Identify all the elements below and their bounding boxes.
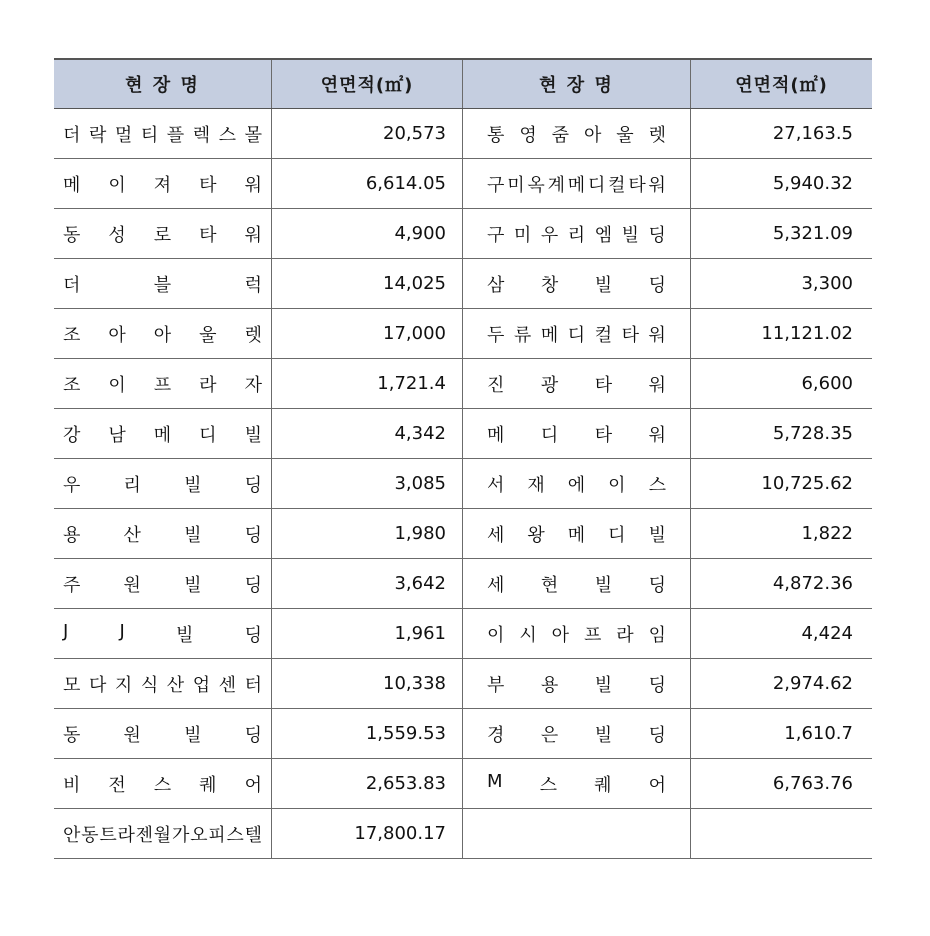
- site-name-char: 타: [594, 374, 613, 396]
- site-name-char: 월: [153, 824, 172, 846]
- site-name-char: 아: [551, 624, 570, 646]
- site-name-char: 스: [539, 774, 558, 796]
- site-name-cell: [463, 659, 691, 708]
- floor-area: 10,338: [383, 673, 446, 694]
- site-name-char: 업: [192, 674, 211, 696]
- table-row: [54, 759, 872, 809]
- site-name-char: 주: [63, 574, 81, 596]
- site-name-char: 오: [190, 824, 208, 846]
- floor-area-cell: [691, 459, 872, 508]
- site-name-char: 스: [218, 124, 237, 146]
- site-name-char: 세: [487, 574, 505, 596]
- site-name: [63, 571, 262, 597]
- site-name-char: 빌: [594, 724, 613, 746]
- table-row: [54, 809, 872, 859]
- site-name-char: 몰: [244, 124, 262, 146]
- site-name-char: M: [487, 770, 503, 792]
- site-name-cell: [54, 659, 272, 708]
- site-name-cell: [463, 459, 691, 508]
- site-name: [63, 671, 262, 697]
- floor-area: 27,163.5: [772, 123, 853, 144]
- site-name: [487, 521, 666, 547]
- site-name-char: 조: [63, 324, 81, 346]
- site-name-char: 창: [540, 274, 559, 296]
- floor-area: 2,974.62: [772, 673, 853, 694]
- floor-area: 11,121.02: [761, 323, 853, 344]
- floor-area-cell: [691, 509, 872, 558]
- site-name: [487, 571, 666, 597]
- site-name-cell: [54, 609, 272, 658]
- floor-area: 2,653.83: [365, 773, 446, 794]
- floor-area: 1,721.4: [377, 373, 446, 394]
- site-name-char: 딩: [648, 674, 666, 696]
- floor-area: 4,900: [394, 223, 446, 244]
- site-name-char: 시: [519, 624, 537, 646]
- floor-area-cell: [272, 559, 463, 608]
- floor-area: 20,573: [383, 123, 446, 144]
- site-name-char: 빌: [184, 574, 202, 596]
- site-name-cell: [54, 309, 272, 358]
- site-name-char: 락: [88, 124, 107, 146]
- site-name: [487, 121, 666, 147]
- site-name-char: 빌: [184, 474, 202, 496]
- site-name: [487, 771, 666, 797]
- site-name-char: 타: [199, 224, 217, 246]
- site-name-char: 가: [171, 824, 190, 846]
- site-name-char: 트: [99, 824, 117, 846]
- table-row: [54, 259, 872, 309]
- site-name: [487, 671, 666, 697]
- site-name: [63, 421, 262, 447]
- site-name-char: 이: [608, 474, 626, 496]
- site-name-char: 원: [123, 724, 141, 746]
- site-name-char: 렛: [244, 324, 262, 346]
- site-name-char: 젠: [135, 824, 154, 846]
- header-site-name-left: [54, 60, 272, 108]
- site-name-char: 워: [648, 324, 666, 346]
- floor-area: 3,642: [394, 573, 446, 594]
- site-name: [63, 521, 262, 547]
- site-name-char: 식: [140, 674, 159, 696]
- site-name-char: 진: [487, 374, 505, 396]
- site-name-char: 스: [226, 824, 244, 846]
- site-name-char: 남: [108, 424, 126, 446]
- floor-area-cell: [691, 209, 872, 258]
- site-name-char: 텔: [244, 824, 262, 846]
- site-name-cell: [463, 209, 691, 258]
- site-name-cell: [463, 759, 691, 808]
- table-row: [54, 159, 872, 209]
- site-name-char: 컬: [594, 324, 613, 346]
- site-name-char: 리: [123, 474, 141, 496]
- site-name-cell: [463, 359, 691, 408]
- floor-area: 14,025: [383, 273, 446, 294]
- site-name: [63, 471, 262, 497]
- site-name: [487, 721, 666, 747]
- site-name-char: 우: [63, 474, 81, 496]
- site-name: [487, 421, 666, 447]
- floor-area: 1,961: [394, 623, 446, 644]
- site-name-char: 모: [63, 674, 81, 696]
- site-name-cell: [54, 259, 272, 308]
- floor-area-cell: [691, 609, 872, 658]
- site-name-char: 져: [153, 174, 172, 196]
- site-name-char: 울: [199, 324, 217, 346]
- floor-area-cell: [272, 409, 463, 458]
- site-name-char: 프: [153, 374, 172, 396]
- site-name-char: 왕: [527, 524, 545, 546]
- site-name-char: 메: [63, 174, 81, 196]
- floor-area: 10,725.62: [761, 473, 853, 494]
- site-name-char: 워: [244, 224, 262, 246]
- floor-area-cell: [272, 659, 463, 708]
- site-name-char: 구: [487, 224, 505, 246]
- floor-area: 3,085: [394, 473, 446, 494]
- floor-area-cell: [691, 559, 872, 608]
- floor-area-cell: [691, 409, 872, 458]
- site-area-table: [54, 58, 872, 859]
- site-name-char: 다: [88, 674, 107, 696]
- floor-area: 3,300: [801, 273, 853, 294]
- floor-area-cell: [272, 809, 463, 858]
- site-name-char: 아: [583, 124, 602, 146]
- site-name-char: 동: [63, 724, 81, 746]
- site-name: [63, 321, 262, 347]
- site-name-char: 빌: [621, 224, 639, 246]
- site-name-char: 딩: [648, 724, 666, 746]
- table-row: [54, 609, 872, 659]
- site-name-char: 딩: [244, 524, 262, 546]
- site-name-cell: [54, 759, 272, 808]
- site-name-char: 스: [648, 474, 666, 496]
- table-row: [54, 459, 872, 509]
- site-name-char: 삼: [487, 274, 505, 296]
- header-label: 연면적(㎡): [735, 75, 828, 96]
- site-name-char: 플: [166, 124, 185, 146]
- site-name-char: 용: [63, 524, 81, 546]
- site-name-char: 딩: [244, 724, 262, 746]
- site-name-char: 우: [540, 224, 559, 246]
- site-name-char: 이: [108, 374, 126, 396]
- header-label: 현 장 명: [125, 75, 200, 96]
- site-name-char: 워: [244, 174, 262, 196]
- site-name-char: 현: [540, 574, 559, 596]
- site-name-char: 서: [487, 474, 505, 496]
- site-name: [63, 371, 262, 397]
- site-name: [63, 821, 262, 847]
- site-name-cell: [463, 259, 691, 308]
- site-name-char: 메: [567, 524, 586, 546]
- site-name: [487, 221, 666, 247]
- site-name-cell: [463, 309, 691, 358]
- site-name-char: 럭: [244, 274, 262, 296]
- site-name-char: 통: [487, 124, 505, 146]
- site-name-cell: [54, 559, 272, 608]
- table-row: [54, 659, 872, 709]
- floor-area: 1,610.7: [784, 723, 853, 744]
- site-name-char: 빌: [176, 624, 194, 646]
- site-name-cell: [463, 409, 691, 458]
- site-name-char: 디: [608, 524, 626, 546]
- header-site-name-right: [463, 60, 691, 108]
- header-floor-area-left: [272, 60, 463, 108]
- floor-area-cell: [272, 609, 463, 658]
- table-row: [54, 559, 872, 609]
- site-name-char: 라: [616, 624, 634, 646]
- site-name-cell: [463, 159, 691, 208]
- site-name-char: 딩: [244, 574, 262, 596]
- floor-area: 4,342: [394, 423, 446, 444]
- site-name-char: 프: [583, 624, 602, 646]
- floor-area-cell: [272, 159, 463, 208]
- site-name-char: J: [63, 620, 69, 642]
- header-label: 연면적(㎡): [320, 75, 414, 96]
- site-name-char: 빌: [244, 424, 262, 446]
- site-name-char: 은: [540, 724, 559, 746]
- table-row: [54, 709, 872, 759]
- site-name-cell: [54, 109, 272, 158]
- header-floor-area-right: [691, 60, 872, 108]
- site-name-char: 라: [117, 824, 135, 846]
- site-name-char: 미: [513, 224, 532, 246]
- site-name: [487, 171, 666, 197]
- floor-area: 6,614.05: [365, 173, 446, 194]
- site-name-char: 컬: [608, 174, 626, 196]
- site-name-char: 이: [487, 624, 505, 646]
- table-header-row: [54, 58, 872, 109]
- site-name-char: 딩: [648, 274, 666, 296]
- site-name-char: 딩: [648, 574, 666, 596]
- site-name-cell: [54, 359, 272, 408]
- table-row: [54, 309, 872, 359]
- site-name: [487, 271, 666, 297]
- floor-area-cell: [272, 259, 463, 308]
- site-name-cell-empty: [463, 809, 691, 858]
- site-name-char: 임: [648, 624, 666, 646]
- site-name-char: 조: [63, 374, 81, 396]
- site-name: [487, 371, 666, 397]
- site-name-char: 동: [63, 224, 81, 246]
- table-row: [54, 509, 872, 559]
- floor-area-cell: [272, 359, 463, 408]
- site-name-char: 퀘: [199, 774, 217, 796]
- floor-area: 6,600: [801, 373, 853, 394]
- site-name-char: 비: [63, 774, 81, 796]
- site-name-char: J: [119, 620, 125, 642]
- floor-area-cell: [272, 109, 463, 158]
- site-name-char: 디: [199, 424, 217, 446]
- floor-area: 5,940.32: [772, 173, 853, 194]
- site-name-char: 렛: [648, 124, 666, 146]
- site-name-cell: [54, 209, 272, 258]
- site-name-char: 에: [567, 474, 586, 496]
- site-name-char: 티: [140, 124, 159, 146]
- floor-area-cell: [272, 209, 463, 258]
- site-name-char: 워: [648, 174, 666, 196]
- site-name-char: 영: [519, 124, 537, 146]
- site-name-char: 메: [153, 424, 172, 446]
- site-name-char: 렉: [192, 124, 211, 146]
- header-label: 현 장 명: [539, 75, 614, 96]
- site-name-cell: [54, 409, 272, 458]
- site-name-char: 더: [63, 274, 81, 296]
- site-name-char: 아: [108, 324, 126, 346]
- site-name-char: 어: [244, 774, 262, 796]
- site-name-char: 스: [153, 774, 172, 796]
- site-name-char: 줌: [551, 124, 570, 146]
- site-name-char: 지: [114, 674, 133, 696]
- floor-area: 5,321.09: [772, 223, 853, 244]
- table-row: [54, 209, 872, 259]
- site-name-char: 더: [63, 124, 81, 146]
- site-name-cell: [54, 509, 272, 558]
- table-row: [54, 359, 872, 409]
- site-name: [63, 721, 262, 747]
- site-name-char: 메: [540, 324, 559, 346]
- site-name-char: 강: [63, 424, 81, 446]
- site-name-char: 울: [616, 124, 634, 146]
- floor-area: 4,872.36: [772, 573, 853, 594]
- floor-area-cell: [691, 759, 872, 808]
- site-name-char: 이: [108, 174, 126, 196]
- floor-area: 1,980: [394, 523, 446, 544]
- site-name: [63, 221, 262, 247]
- site-name: [63, 121, 262, 147]
- site-name-char: 딩: [244, 474, 262, 496]
- site-name-char: 센: [218, 674, 237, 696]
- floor-area-cell-empty: [691, 809, 872, 858]
- site-name-char: 타: [628, 174, 646, 196]
- floor-area: 5,728.35: [772, 423, 853, 444]
- floor-area: 17,800.17: [354, 823, 446, 844]
- floor-area: 1,559.53: [365, 723, 446, 744]
- site-name-char: 디: [540, 424, 559, 446]
- site-name-char: 메: [487, 424, 505, 446]
- site-name-char: 리: [567, 224, 586, 246]
- site-name-char: 타: [199, 174, 217, 196]
- site-name: [487, 321, 666, 347]
- floor-area-cell: [691, 159, 872, 208]
- floor-area-cell: [691, 309, 872, 358]
- floor-area-cell: [272, 459, 463, 508]
- site-name: [63, 771, 262, 797]
- site-name-char: 디: [587, 174, 606, 196]
- floor-area-cell: [691, 359, 872, 408]
- site-name: [487, 621, 666, 647]
- site-name-char: 광: [540, 374, 559, 396]
- site-name: [63, 271, 262, 297]
- site-name-char: 로: [153, 224, 172, 246]
- site-name-char: 산: [166, 674, 185, 696]
- site-name-char: 재: [527, 474, 545, 496]
- site-name-char: 빌: [184, 724, 202, 746]
- site-name-cell: [463, 109, 691, 158]
- site-name-char: 타: [594, 424, 613, 446]
- site-name-cell: [54, 459, 272, 508]
- site-name-char: 멀: [114, 124, 133, 146]
- site-name-char: 동: [81, 824, 99, 846]
- site-name-char: 퀘: [594, 774, 612, 796]
- table-row: [54, 109, 872, 159]
- site-name-char: 용: [540, 674, 559, 696]
- site-name-cell: [54, 809, 272, 858]
- table-row: [54, 409, 872, 459]
- site-name-char: 엠: [594, 224, 613, 246]
- site-name-char: 빌: [594, 274, 613, 296]
- site-name-char: 원: [123, 574, 141, 596]
- site-name-char: 딩: [244, 624, 262, 646]
- site-name-cell: [463, 509, 691, 558]
- floor-area-cell: [272, 309, 463, 358]
- site-name: [63, 171, 262, 197]
- site-name-char: 딩: [648, 224, 666, 246]
- site-name-cell: [54, 709, 272, 758]
- site-name-char: 빌: [184, 524, 202, 546]
- site-name-char: 피: [208, 824, 226, 846]
- site-name-char: 블: [153, 274, 172, 296]
- floor-area-cell: [691, 659, 872, 708]
- site-name-char: 자: [244, 374, 262, 396]
- floor-area-cell: [691, 259, 872, 308]
- floor-area: 1,822: [801, 523, 853, 544]
- floor-area: 6,763.76: [772, 773, 853, 794]
- site-name-char: 두: [487, 324, 505, 346]
- site-name-char: 워: [648, 374, 666, 396]
- site-name: [63, 621, 262, 647]
- site-name-char: 류: [513, 324, 532, 346]
- site-name-char: 라: [199, 374, 217, 396]
- site-name-char: 경: [487, 724, 505, 746]
- site-name-char: 메: [567, 174, 586, 196]
- site-name-char: 빌: [648, 524, 666, 546]
- site-name-char: 타: [621, 324, 639, 346]
- site-name-char: 산: [123, 524, 141, 546]
- site-name-cell: [463, 609, 691, 658]
- site-name-char: 전: [108, 774, 126, 796]
- site-name-char: 성: [108, 224, 126, 246]
- site-name-char: 빌: [594, 674, 613, 696]
- site-name: [487, 471, 666, 497]
- site-name-char: 구: [487, 174, 505, 196]
- site-name-cell: [463, 709, 691, 758]
- site-name-char: 워: [648, 424, 666, 446]
- floor-area-cell: [691, 709, 872, 758]
- floor-area-cell: [272, 759, 463, 808]
- site-name-char: 터: [244, 674, 262, 696]
- site-name-char: 세: [487, 524, 505, 546]
- floor-area: 17,000: [383, 323, 446, 344]
- site-name-char: 옥: [527, 174, 545, 196]
- floor-area: 4,424: [801, 623, 853, 644]
- site-name-cell: [463, 559, 691, 608]
- floor-area-cell: [691, 109, 872, 158]
- site-name-char: 안: [63, 824, 81, 846]
- site-name-char: 어: [648, 774, 666, 796]
- site-name-char: 계: [547, 174, 565, 196]
- floor-area-cell: [272, 509, 463, 558]
- site-name-cell: [54, 159, 272, 208]
- site-name-char: 아: [153, 324, 172, 346]
- site-name-char: 빌: [594, 574, 613, 596]
- site-name-char: 부: [487, 674, 505, 696]
- floor-area-cell: [272, 709, 463, 758]
- site-name-char: 미: [507, 174, 525, 196]
- site-name-char: 디: [567, 324, 586, 346]
